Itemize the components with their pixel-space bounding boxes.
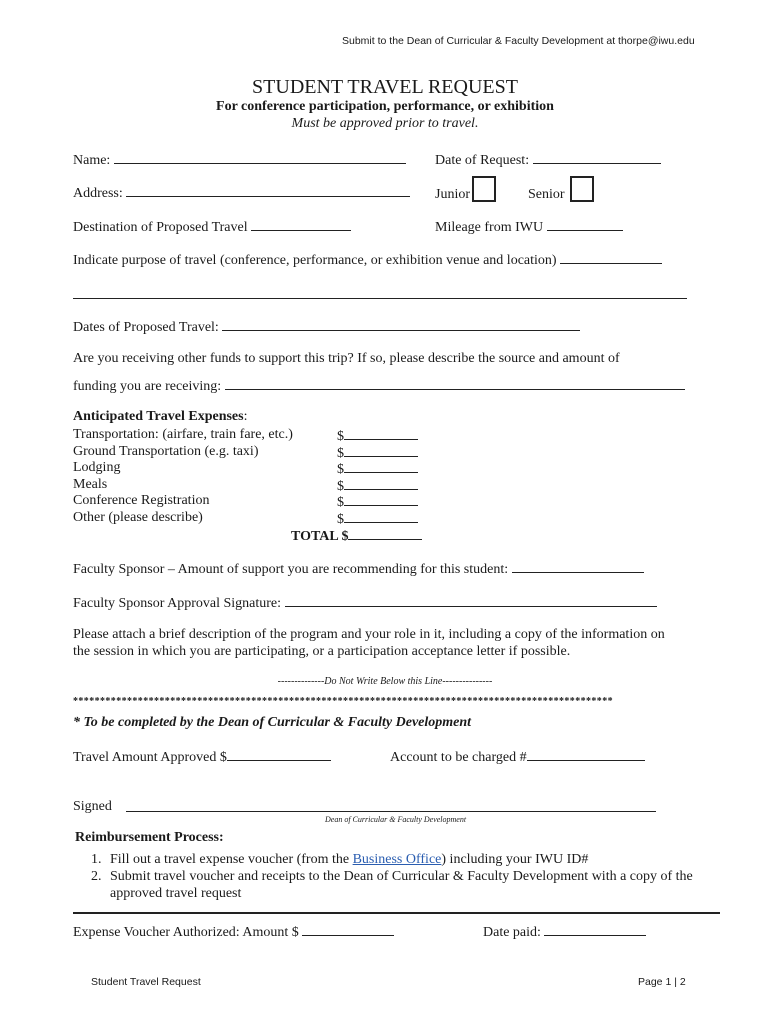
date-paid-field: [483, 923, 646, 941]
expense-amount-registration: [337, 493, 418, 511]
dean-section-heading: * To be completed by the Dean of Curricular & Faculty Development: [73, 715, 472, 730]
step1-pre: Fill out a travel expense voucher (from the: [110, 852, 353, 867]
expense-amount-lodging: [337, 460, 418, 478]
expense-label-transportation: Transportation: (airfare, train fare, etc.): [73, 427, 293, 442]
section-rule: [73, 912, 720, 914]
account-label: Account to be charged #: [390, 750, 527, 765]
reimbursement-heading: Reimbursement Process:: [75, 830, 224, 845]
travel-amount-label: Travel Amount Approved $: [73, 750, 227, 765]
address-field: [73, 184, 410, 202]
signed-label: Signed: [73, 799, 112, 814]
senior-option: [528, 176, 594, 203]
expense-amount-line[interactable]: [344, 444, 418, 457]
funding-field: [73, 377, 685, 395]
footer-title: Student Travel Request: [91, 976, 201, 988]
mileage-line[interactable]: [547, 218, 623, 231]
currency-sign: $: [337, 446, 344, 461]
purpose-line[interactable]: [560, 251, 662, 264]
expense-label-meals: Meals: [73, 477, 108, 492]
destination-field: [73, 218, 351, 236]
step1-number: 1.: [91, 852, 102, 867]
total-label: TOTAL $: [291, 529, 349, 544]
attach-note-line2: the session in which you are participating, or a participation acceptance letter if possible.: [73, 644, 571, 659]
sponsor-amount-field: [73, 560, 644, 578]
mileage-label: Mileage from IWU: [435, 220, 544, 235]
junior-label: Junior: [435, 187, 470, 202]
currency-sign: $: [337, 429, 344, 444]
expenses-heading: [73, 409, 248, 425]
address-line[interactable]: [126, 184, 410, 197]
destination-label: Destination of Proposed Travel: [73, 220, 248, 235]
do-not-write-line: --------------Do Not Write Below this Line---------------: [277, 676, 493, 687]
date-paid-label: Date paid:: [483, 925, 541, 940]
dates-field: [73, 318, 580, 336]
name-label: Name:: [73, 153, 111, 168]
business-office-link[interactable]: Business Office: [352, 852, 442, 867]
dates-line[interactable]: [222, 318, 580, 331]
voucher-amount-line[interactable]: [302, 923, 394, 936]
date-paid-line[interactable]: [544, 923, 646, 936]
step2-number: 2.: [91, 869, 102, 884]
date-of-request-line[interactable]: [533, 151, 661, 164]
step1-post: ) including your IWU ID#: [441, 852, 589, 867]
voucher-authorized-field: [73, 923, 394, 941]
expense-label-lodging: Lodging: [73, 460, 121, 475]
date-of-request-field: [435, 151, 661, 169]
sponsor-signature-line[interactable]: [285, 594, 657, 607]
other-funds-question: Are you receiving other funds to support this trip? If so, please describe the source and amount of: [73, 351, 620, 366]
page-title: STUDENT TRAVEL REQUEST: [252, 76, 518, 98]
senior-label: Senior: [528, 187, 565, 202]
junior-option: [435, 176, 496, 203]
voucher-authorized-label: Expense Voucher Authorized: Amount $: [73, 925, 299, 940]
senior-checkbox[interactable]: [570, 176, 594, 202]
sponsor-signature-field: [73, 594, 657, 612]
expense-amount-line[interactable]: [344, 477, 418, 490]
account-line[interactable]: [527, 748, 645, 761]
approval-note: Must be approved prior to travel.: [291, 116, 479, 131]
funding-line[interactable]: [225, 377, 685, 390]
sponsor-amount-label: Faculty Sponsor – Amount of support you are recommending for this student:: [73, 562, 509, 577]
name-line[interactable]: [114, 151, 406, 164]
currency-sign: $: [337, 462, 344, 477]
purpose-field: [73, 251, 662, 269]
expense-amount-line[interactable]: [344, 493, 418, 506]
page-subtitle: For conference participation, performance, or exhibition: [216, 99, 554, 114]
submit-note: Submit to the Dean of Curricular & Faculty Development at thorpe@iwu.edu: [342, 35, 695, 47]
sponsor-amount-line[interactable]: [512, 560, 644, 573]
dates-label: Dates of Proposed Travel:: [73, 320, 219, 335]
expense-label-registration: Conference Registration: [73, 493, 210, 508]
expense-amount-other: [337, 510, 418, 528]
expense-amount-line[interactable]: [344, 460, 418, 473]
purpose-continuation-line[interactable]: [73, 287, 687, 299]
total-line[interactable]: [348, 527, 422, 540]
mileage-field: [435, 218, 623, 236]
funding-label: funding you are receiving:: [73, 379, 222, 394]
step2-line1: Submit travel voucher and receipts to the Dean of Curricular & Faculty Development with a copy of the: [110, 869, 693, 884]
destination-line[interactable]: [251, 218, 351, 231]
date-of-request-label: Date of Request:: [435, 153, 530, 168]
step2-line2: approved travel request: [110, 886, 242, 901]
expense-label-ground: Ground Transportation (e.g. taxi): [73, 444, 259, 459]
name-field: [73, 151, 406, 169]
currency-sign: $: [337, 495, 344, 510]
star-divider: ****************************************************************************************************: [73, 696, 613, 707]
currency-sign: $: [337, 512, 344, 527]
expenses-heading-colon: :: [243, 409, 248, 424]
travel-amount-line[interactable]: [227, 748, 331, 761]
expense-label-other: Other (please describe): [73, 510, 203, 525]
expense-total: [291, 527, 422, 545]
expense-amount-line[interactable]: [344, 510, 418, 523]
expense-amount-transportation: [337, 427, 418, 445]
account-field: [390, 748, 645, 766]
purpose-label: Indicate purpose of travel (conference, performance, or exhibition venue and location): [73, 253, 557, 268]
step1-text: [110, 852, 588, 868]
expense-amount-line[interactable]: [344, 427, 418, 440]
currency-sign: $: [337, 479, 344, 494]
dean-signature-line[interactable]: [126, 800, 656, 812]
junior-checkbox[interactable]: [472, 176, 496, 202]
expenses-heading-text: Anticipated Travel Expenses: [73, 409, 244, 424]
address-label: Address:: [73, 186, 123, 201]
sponsor-signature-label: Faculty Sponsor Approval Signature:: [73, 596, 282, 611]
page-number: Page 1 | 2: [638, 976, 686, 988]
dean-caption: Dean of Curricular & Faculty Development: [325, 815, 467, 824]
attach-note-line1: Please attach a brief description of the program and your role in it, including a copy of the information on: [73, 627, 665, 642]
travel-amount-field: [73, 748, 331, 766]
